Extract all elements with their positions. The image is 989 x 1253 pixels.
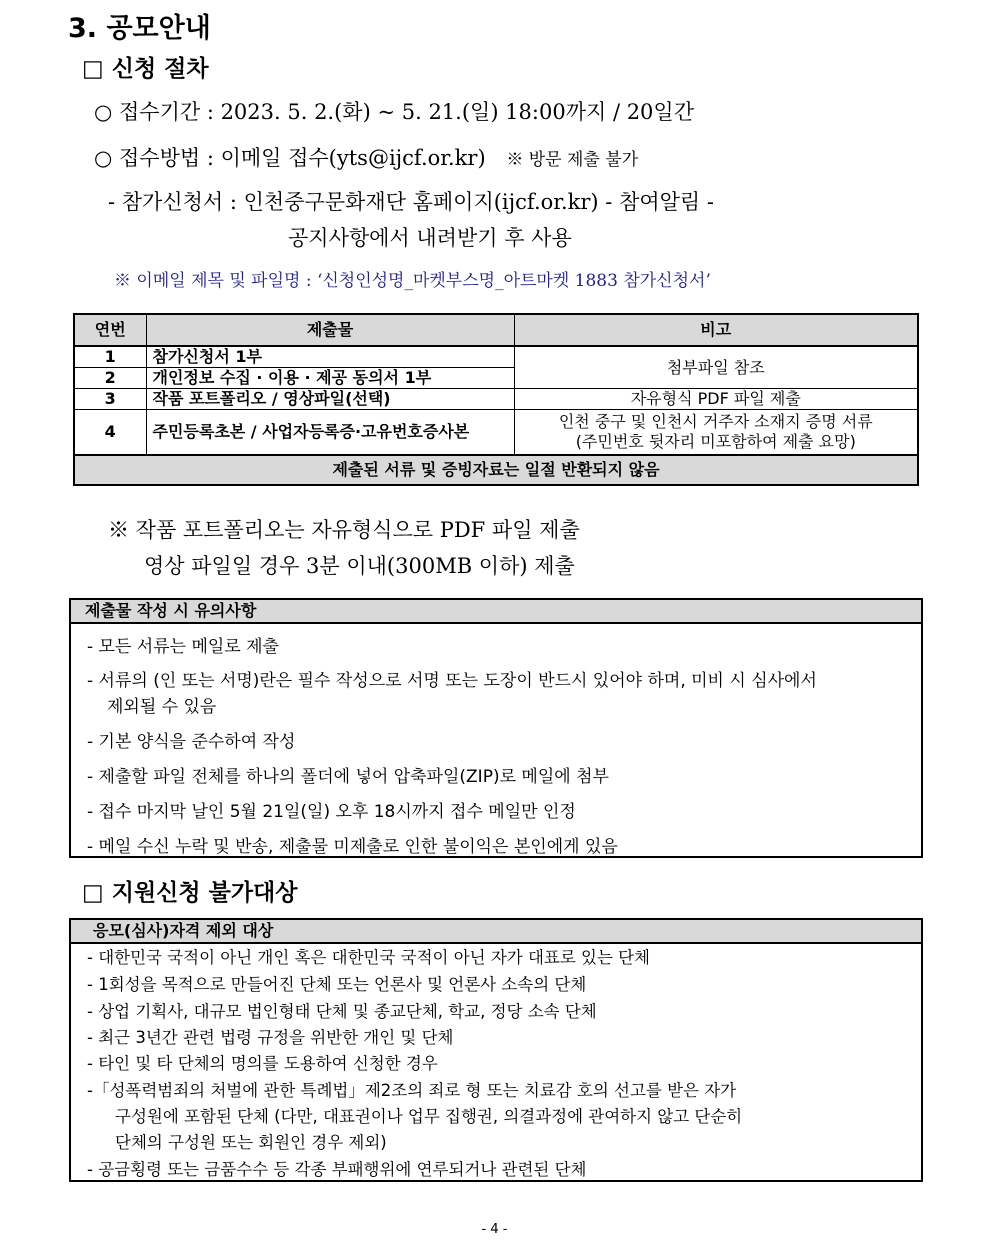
- list-item: - 공금횡령 또는 금품수수 등 각종 부패행위에 연루되거나 관련된 단체: [87, 1160, 587, 1179]
- portfolio-note-2: 영상 파일일 경우 3분 이내(300MB 이하) 제출: [144, 554, 575, 578]
- list-item: - 메일 수신 누락 및 반송, 제출물 미제출로 인한 불이익은 본인에게 있음: [87, 837, 618, 857]
- row-no: 3: [74, 389, 146, 410]
- row-note: 자유형식 PDF 파일 제출: [514, 389, 918, 410]
- ineligible-heading: □ 지원신청 불가대상: [82, 880, 298, 906]
- cautions-box: [69, 598, 923, 858]
- list-item: 구성원에 포함된 단체 (다만, 대표권이나 업무 집행권, 의결과정에 관여하지 않고 단순히: [115, 1107, 743, 1126]
- header-no: 연번: [74, 314, 146, 346]
- row-no: 2: [74, 368, 146, 389]
- row-item: 작품 포트폴리오 / 영상파일(선택): [146, 389, 514, 410]
- table-footer: 제출된 서류 및 증빙자료는 일절 반환되지 않음: [74, 455, 918, 485]
- method-label: ○ 접수방법 : 이메일 접수(yts@ijcf.or.kr): [94, 146, 486, 170]
- form-line-2: 공지사항에서 내려받기 후 사용: [288, 226, 572, 250]
- list-item: - 모든 서류는 메일로 제출: [87, 637, 279, 657]
- row-item: 개인정보 수집 · 이용 · 제공 동의서 1부: [146, 368, 514, 389]
- ineligible-box: [69, 918, 923, 1182]
- row-note-line: 인천 중구 및 인천시 거주자 소재지 증명 서류: [558, 412, 873, 431]
- page-number: - 4 -: [481, 1222, 508, 1237]
- row-no: 1: [74, 346, 146, 368]
- table-header-row: [74, 314, 918, 346]
- submission-table: [73, 313, 919, 486]
- list-item: 제외될 수 있음: [107, 697, 217, 717]
- list-item: - 서류의 (인 또는 서명)란은 필수 작성으로 서명 또는 도장이 반드시 있어야 하며, 미비 시 심사에서: [87, 671, 817, 691]
- table-row: [74, 389, 918, 410]
- table-footer-row: [74, 455, 918, 485]
- row-item: 주민등록초본 / 사업자등록증·고유번호증사본: [146, 410, 514, 456]
- portfolio-note-1: ※ 작품 포트폴리오는 자유형식으로 PDF 파일 제출: [108, 518, 580, 542]
- email-note: ※ 이메일 제목 및 파일명 : ‘신청인성명_마켓부스명_아트마켓 1883 참가신청서’: [114, 271, 711, 291]
- method-line: [94, 142, 638, 172]
- list-item: -「성폭력범죄의 처벌에 관한 특례법」제2조의 죄로 형 또는 치료감 호의 선고를 받은 자가: [87, 1081, 737, 1100]
- row-note-line: (주민번호 뒷자리 미포함하여 제출 요망): [575, 432, 856, 451]
- row-item: 참가신청서 1부: [146, 346, 514, 368]
- header-note: 비고: [514, 314, 918, 346]
- list-item: - 최근 3년간 관련 법령 규정을 위반한 개인 및 단체: [87, 1028, 454, 1047]
- list-item: - 접수 마지막 날인 5월 21일(일) 오후 18시까지 접수 메일만 인정: [87, 802, 576, 822]
- list-item: - 타인 및 타 단체의 명의를 도용하여 신청한 경우: [87, 1054, 438, 1073]
- row-note: [514, 410, 918, 456]
- row-no: 4: [74, 410, 146, 456]
- list-item: - 제출할 파일 전체를 하나의 폴더에 넣어 압축파일(ZIP)로 메일에 첨부: [87, 767, 609, 787]
- table-row: [74, 346, 918, 368]
- table-row: [74, 410, 918, 456]
- list-item: - 대한민국 국적이 아닌 개인 혹은 대한민국 국적이 아닌 자가 대표로 있는 단체: [87, 948, 651, 967]
- method-note: ※ 방문 제출 불가: [506, 150, 639, 170]
- section-title: 3. 공모안내: [68, 13, 211, 44]
- list-item: - 상업 기획사, 대규모 법인형태 단체 및 종교단체, 학교, 정당 소속 단체: [87, 1002, 597, 1021]
- header-item: 제출물: [146, 314, 514, 346]
- cautions-title: 제출물 작성 시 유의사항: [71, 600, 921, 624]
- form-line-1: - 참가신청서 : 인천중구문화재단 홈페이지(ijcf.or.kr) - 참여알림 -: [108, 190, 714, 214]
- row-note-merged: 첨부파일 참조: [514, 346, 918, 389]
- list-item: 단체의 구성원 또는 회원인 경우 제외): [115, 1133, 387, 1152]
- ineligible-title: 응모(심사)자격 제외 대상: [71, 920, 921, 944]
- procedure-heading: □ 신청 절차: [82, 56, 209, 82]
- list-item: - 1회성을 목적으로 만들어진 단체 또는 언론사 및 언론사 소속의 단체: [87, 975, 587, 994]
- list-item: - 기본 양식을 준수하여 작성: [87, 732, 296, 752]
- period-line: ○ 접수기간 : 2023. 5. 2.(화) ~ 5. 21.(일) 18:00까지 / 20일간: [94, 100, 694, 124]
